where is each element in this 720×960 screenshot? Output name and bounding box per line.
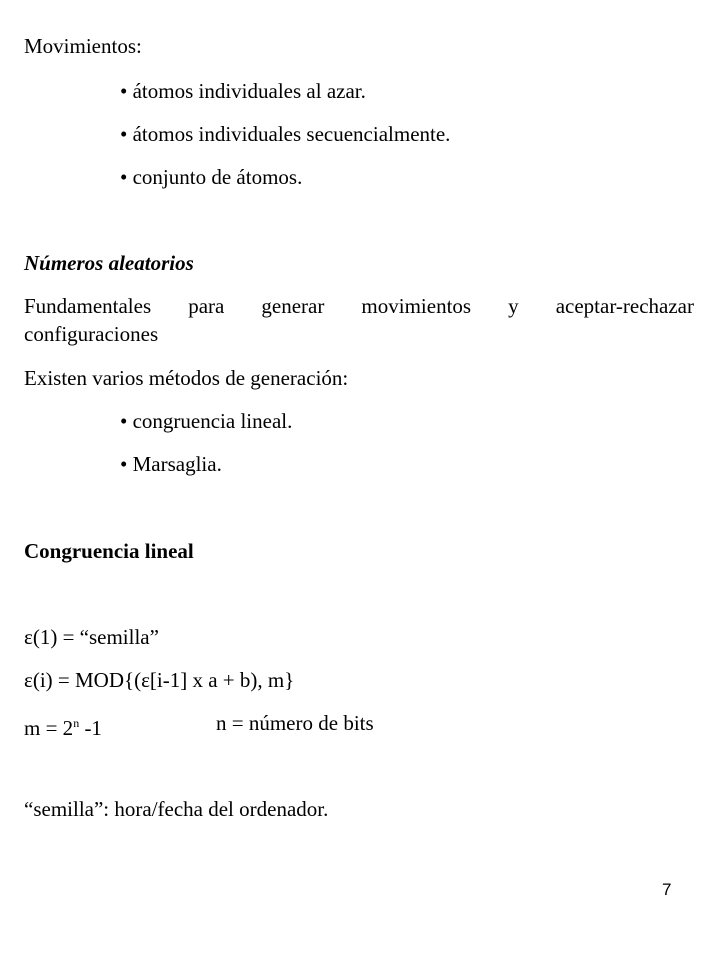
formula-recurrence-part1: (i) = MOD{( [32, 668, 142, 692]
method-item-linear-congruence: • congruencia lineal. [120, 409, 293, 433]
movements-heading: Movimientos: [24, 34, 142, 58]
random-numbers-paragraph-line1: Fundamentales para generar movimientos y aceptar-rechazar [24, 294, 694, 318]
n-definition: n = número de bits [216, 711, 374, 735]
epsilon-symbol: ε [24, 625, 33, 649]
random-numbers-paragraph-line2: configuraciones [24, 322, 159, 346]
random-numbers-heading: Números aleatorios [24, 251, 194, 275]
movement-item-sequential: • átomos individuales secuencialmente. [120, 122, 451, 146]
formula-recurrence [24, 668, 294, 692]
m-definition-exponent: n [73, 716, 80, 730]
formula-seed [24, 625, 159, 649]
epsilon-symbol: ε [24, 668, 33, 692]
methods-intro: Existen varios métodos de generación: [24, 366, 349, 390]
epsilon-symbol: ε [141, 668, 150, 692]
m-definition-prefix: m = 2 [24, 716, 74, 740]
movement-item-set: • conjunto de átomos. [120, 165, 303, 189]
formula-recurrence-part2: [i-1] x a + b), m} [149, 668, 295, 692]
linear-congruence-heading: Congruencia lineal [24, 539, 194, 563]
method-item-marsaglia: • Marsaglia. [120, 452, 222, 476]
formula-seed-text: (1) = “semilla” [32, 625, 159, 649]
movement-item-random: • átomos individuales al azar. [120, 79, 366, 103]
m-definition-suffix: -1 [79, 716, 102, 740]
seed-note: “semilla”: hora/fecha del ordenador. [24, 797, 329, 821]
page-number: 7 [662, 880, 672, 899]
modulus-definition [24, 711, 102, 740]
